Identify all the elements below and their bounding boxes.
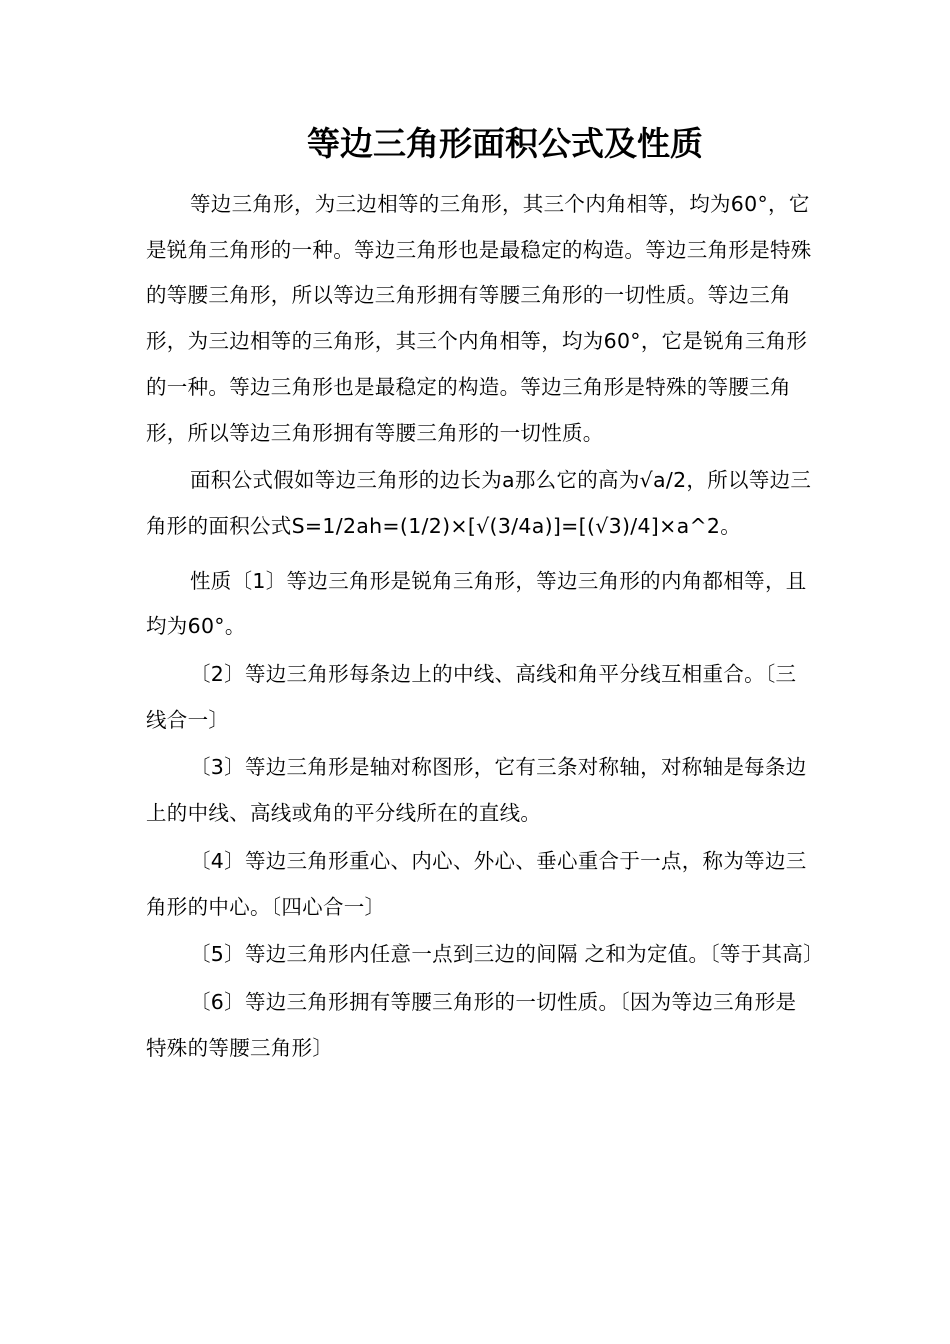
paragraph-intro: 等边三角形，为三边相等的三角形，其三个内角相等，均为60°，它是锐角三角形的一种。等边三角形也是最稳定的构造。等边三角形是特殊的等腰三角形，所以等边三角形拥有等腰三角形的一切性质。等边三角形，为三边相等的三角形，其三个内角相等，均为60°，它是锐角三角形的一种。等边三角形也是最稳定的构造。等边三角形是特殊的等腰三角形，所以等边三角形拥有等腰三角形的一切性质。 [146,192,812,445]
paragraph-property-4: 〔4〕等边三角形重心、内心、外心、垂心重合于一点，称为等边三角形的中心。〔四心合一〕 [146,848,807,919]
paragraph-property-1: 性质〔1〕等边三角形是锐角三角形，等边三角形的内角都相等，且均为60°。 [146,568,807,639]
paragraph-property-6: 〔6〕等边三角形拥有等腰三角形的一切性质。〔因为等边三角形是特殊的等腰三角形〕 [146,989,797,1060]
paragraph-property-3: 〔3〕等边三角形是轴对称图形，它有三条对称轴，对称轴是每条边上的中线、高线或角的平分线所在的直线。 [146,755,807,826]
document-body [146,182,824,1071]
document-title: 等边三角形面积公式及性质 [307,124,703,163]
paragraph-property-5: 〔5〕等边三角形内任意一点到三边的间隔 之和为定值。〔等于其高〕 [190,942,824,967]
paragraph-property-2: 〔2〕等边三角形每条边上的中线、高线和角平分线互相重合。〔三线合一〕 [146,662,797,732]
paragraph-area-formula: 面积公式假如等边三角形的边长为a那么它的高为√a/2，所以等边三角形的面积公式S=1/2ah=(1/2)×[√(3/4a)]=[(√3)/4]×a^2。 [146,468,812,538]
